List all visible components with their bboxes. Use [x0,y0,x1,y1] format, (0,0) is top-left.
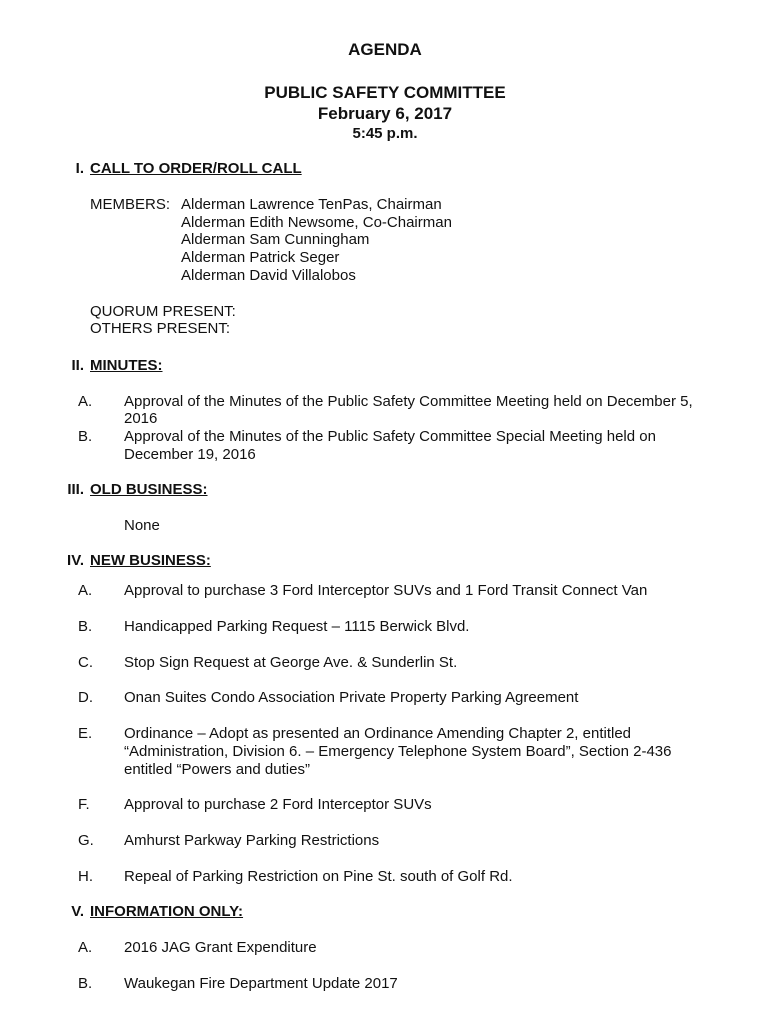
item-text: Amhurst Parkway Parking Restrictions [124,832,380,849]
item-letter: B. [78,428,93,445]
item-letter: A. [78,582,93,599]
section-4-number: IV. [67,552,84,569]
committee-name: PUBLIC SAFETY COMMITTEE [264,83,506,102]
member-name: Alderman Lawrence TenPas, Chairman [181,196,442,213]
member-name: Alderman David Villalobos [181,267,356,284]
item-text: Approval of the Minutes of the Public Safety Committee Meeting held on December 5, [124,393,693,410]
section-3-number: III. [67,481,84,498]
item-text: Repeal of Parking Restriction on Pine St. south of Golf Rd. [124,868,513,885]
member-name: Alderman Edith Newsome, Co-Chairman [181,214,452,231]
item-letter: B. [78,975,93,992]
member-name: Alderman Sam Cunningham [181,231,370,248]
item-letter: G. [78,832,94,849]
section-1-heading: CALL TO ORDER/ROLL CALL [90,160,302,177]
member-name: Alderman Patrick Seger [181,249,340,266]
item-text: Approval to purchase 3 Ford Interceptor SUVs and 1 Ford Transit Connect Van [124,582,648,599]
item-text: 2016 JAG Grant Expenditure [124,939,317,956]
quorum-present: QUORUM PRESENT: [90,303,236,320]
item-text: Approval to purchase 2 Ford Interceptor SUVs [124,796,432,813]
section-4-heading: NEW BUSINESS: [90,552,211,569]
old-business-none: None [124,517,160,534]
section-5-number: V. [71,903,84,920]
item-letter: F. [78,796,90,813]
item-letter: B. [78,618,93,635]
item-text: Stop Sign Request at George Ave. & Sunderlin St. [124,654,458,671]
section-3-heading: OLD BUSINESS: [90,481,208,498]
item-letter: D. [78,689,93,706]
item-text: Approval of the Minutes of the Public Safety Committee Special Meeting held on [124,428,656,445]
others-present: OTHERS PRESENT: [90,320,231,337]
meeting-date: February 6, 2017 [317,104,453,123]
members-label: MEMBERS: [90,196,171,213]
item-letter: C. [78,654,93,671]
item-text: December 19, 2016 [124,446,256,463]
section-2-heading: MINUTES: [90,357,163,374]
item-text: Handicapped Parking Request – 1115 Berwick Blvd. [124,618,470,635]
item-letter: H. [78,868,93,885]
item-text: Onan Suites Condo Association Private Property Parking Agreement [124,689,579,706]
item-letter: A. [78,393,93,410]
item-text: Waukegan Fire Department Update 2017 [124,975,398,992]
agenda-title: AGENDA [348,40,422,59]
item-letter: A. [78,939,93,956]
item-letter: E. [78,725,93,742]
item-text: Ordinance – Adopt as presented an Ordinance Amending Chapter 2, entitled [124,725,632,742]
section-5-heading: INFORMATION ONLY: [90,903,244,920]
item-text: “Administration, Division 6. – Emergency Telephone System Board”, Section 2-436 [124,743,672,760]
section-2-number: II. [71,357,84,374]
section-1-number: I. [75,160,84,177]
item-text: entitled “Powers and duties” [124,761,310,778]
meeting-time: 5:45 p.m. [352,125,418,142]
item-text: 2016 [124,410,158,427]
